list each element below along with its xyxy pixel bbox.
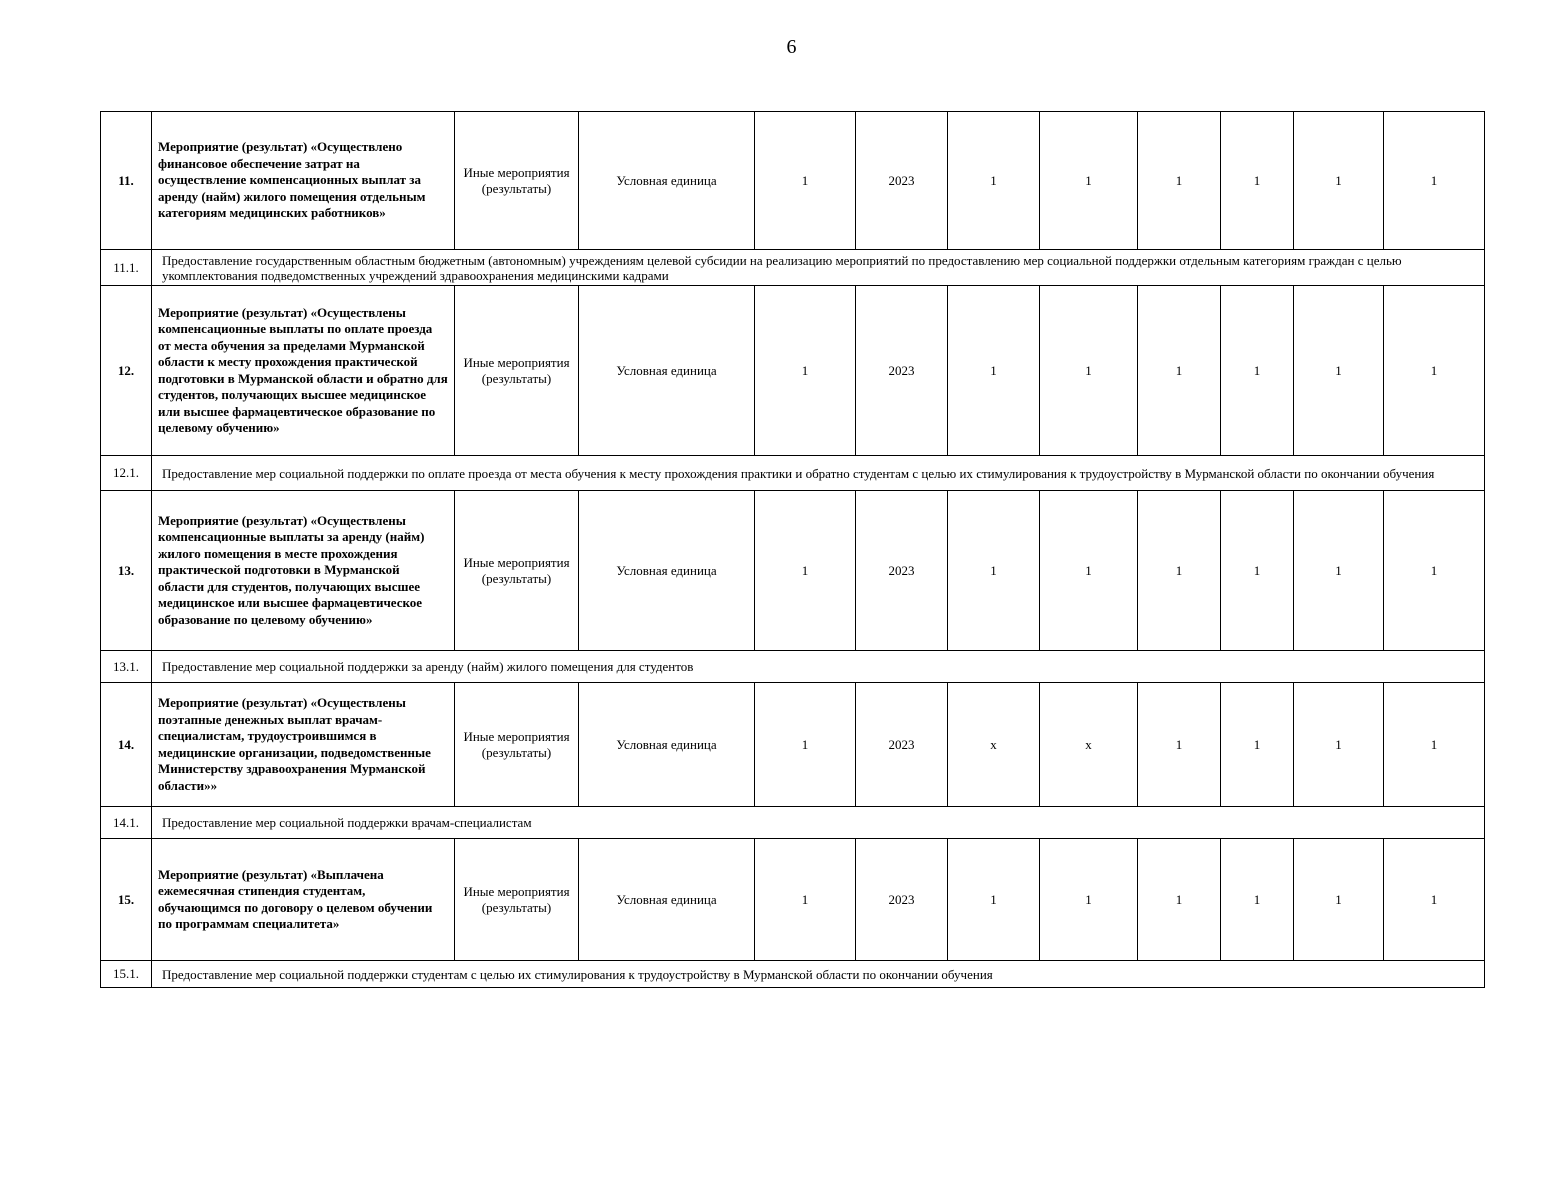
measure-name: Мероприятие (результат) «Выплачена ежемесячная стипендия студентам, обучающимся по договору о целевом обучении по программам специалитета» xyxy=(152,839,455,961)
value-cell: 1 xyxy=(1040,839,1138,961)
base-year: 2023 xyxy=(856,286,948,456)
table-subrow xyxy=(101,456,1485,491)
value-cell: 1 xyxy=(1138,491,1221,651)
subrow-number: 14.1. xyxy=(101,807,152,839)
value-cell: 1 xyxy=(948,286,1040,456)
table-row xyxy=(101,839,1485,961)
base-value: 1 xyxy=(755,112,856,250)
row-number: 14. xyxy=(101,683,152,807)
base-value: 1 xyxy=(755,683,856,807)
base-value: 1 xyxy=(755,839,856,961)
subrow-description: Предоставление мер социальной поддержки по оплате проезда от места обучения к месту прохождения практики и обратно студентам с целью их стимулирования к трудоустройству в Мурманской области по окончании обучения xyxy=(152,456,1485,491)
measure-name: Мероприятие (результат) «Осуществлены поэтапные денежных выплат врачам-специалистам, трудоустроившимся в медицинские организации, подведомственные Министерству здравоохранения Мурманской области»» xyxy=(152,683,455,807)
row-number: 12. xyxy=(101,286,152,456)
subrow-number: 11.1. xyxy=(101,250,152,286)
measure-type: Иные мероприятия (результаты) xyxy=(455,683,579,807)
value-cell: 1 xyxy=(1384,112,1485,250)
measure-name: Мероприятие (результат) «Осуществлены компенсационные выплаты по оплате проезда от места обучения за пределами Мурманской области к месту прохождения практической подготовки в Мурманской области и обратно для студентов, получающих высшее медицинское или высшее фармацевтическое образование по целевому обучению» xyxy=(152,286,455,456)
value-cell: 1 xyxy=(1384,491,1485,651)
value-cell: 1 xyxy=(1221,112,1294,250)
subrow-description: Предоставление мер социальной поддержки студентам с целью их стимулирования к трудоустройству в Мурманской области по окончании обучения xyxy=(152,961,1485,988)
value-cell: 1 xyxy=(1040,491,1138,651)
value-cell: 1 xyxy=(948,839,1040,961)
value-cell: x xyxy=(948,683,1040,807)
base-year: 2023 xyxy=(856,491,948,651)
measure-unit: Условная единица xyxy=(579,286,755,456)
subrow-number: 12.1. xyxy=(101,456,152,491)
subrow-description: Предоставление мер социальной поддержки врачам-специалистам xyxy=(152,807,1485,839)
measure-unit: Условная единица xyxy=(579,112,755,250)
value-cell: 1 xyxy=(1294,286,1384,456)
measure-unit: Условная единица xyxy=(579,683,755,807)
page-number: 6 xyxy=(786,36,797,58)
value-cell: 1 xyxy=(1294,112,1384,250)
row-number: 15. xyxy=(101,839,152,961)
measure-name: Мероприятие (результат) «Осуществлено финансовое обеспечение затрат на осуществление компенсационных выплат за аренду (найм) жилого помещения отдельным категориям медицинских работников» xyxy=(152,112,455,250)
row-number: 13. xyxy=(101,491,152,651)
value-cell: 1 xyxy=(1138,286,1221,456)
base-year: 2023 xyxy=(856,112,948,250)
value-cell: 1 xyxy=(1221,683,1294,807)
value-cell: 1 xyxy=(1384,683,1485,807)
measure-unit: Условная единица xyxy=(579,839,755,961)
base-year: 2023 xyxy=(856,839,948,961)
value-cell: 1 xyxy=(1294,683,1384,807)
table-row xyxy=(101,112,1485,250)
table-subrow xyxy=(101,651,1485,683)
table-row xyxy=(101,683,1485,807)
measure-type: Иные мероприятия (результаты) xyxy=(455,839,579,961)
subrow-number: 13.1. xyxy=(101,651,152,683)
measure-type: Иные мероприятия (результаты) xyxy=(455,491,579,651)
value-cell: 1 xyxy=(1221,491,1294,651)
row-number: 11. xyxy=(101,112,152,250)
subrow-number: 15.1. xyxy=(101,961,152,988)
subrow-description: Предоставление мер социальной поддержки за аренду (найм) жилого помещения для студентов xyxy=(152,651,1485,683)
measure-type: Иные мероприятия (результаты) xyxy=(455,112,579,250)
value-cell: x xyxy=(1040,683,1138,807)
value-cell: 1 xyxy=(1138,112,1221,250)
measure-type: Иные мероприятия (результаты) xyxy=(455,286,579,456)
value-cell: 1 xyxy=(1040,286,1138,456)
measure-unit: Условная единица xyxy=(579,491,755,651)
table-row xyxy=(101,491,1485,651)
value-cell: 1 xyxy=(1384,839,1485,961)
value-cell: 1 xyxy=(1294,491,1384,651)
table-row xyxy=(101,286,1485,456)
table-subrow xyxy=(101,961,1485,988)
value-cell: 1 xyxy=(948,491,1040,651)
table-subrow xyxy=(101,807,1485,839)
base-year: 2023 xyxy=(856,683,948,807)
value-cell: 1 xyxy=(1040,112,1138,250)
measure-name: Мероприятие (результат) «Осуществлены компенсационные выплаты за аренду (найм) жилого помещения в месте прохождения практической подготовки в Мурманской области для студентов, получающих высшее медицинское или высшее фармацевтическое образование по целевому обучению» xyxy=(152,491,455,651)
table-subrow xyxy=(101,250,1485,286)
value-cell: 1 xyxy=(948,112,1040,250)
base-value: 1 xyxy=(755,491,856,651)
value-cell: 1 xyxy=(1138,839,1221,961)
value-cell: 1 xyxy=(1294,839,1384,961)
measures-table xyxy=(100,111,1485,988)
value-cell: 1 xyxy=(1221,286,1294,456)
subrow-description: Предоставление государственным областным бюджетным (автономным) учреждениям целевой субсидии на реализацию мероприятий по предоставлению мер социальной поддержки отдельным категориям граждан с целью укомплектования подведомственных учреждений здравоохранения медицинскими кадрами xyxy=(152,250,1485,286)
base-value: 1 xyxy=(755,286,856,456)
value-cell: 1 xyxy=(1384,286,1485,456)
value-cell: 1 xyxy=(1138,683,1221,807)
value-cell: 1 xyxy=(1221,839,1294,961)
